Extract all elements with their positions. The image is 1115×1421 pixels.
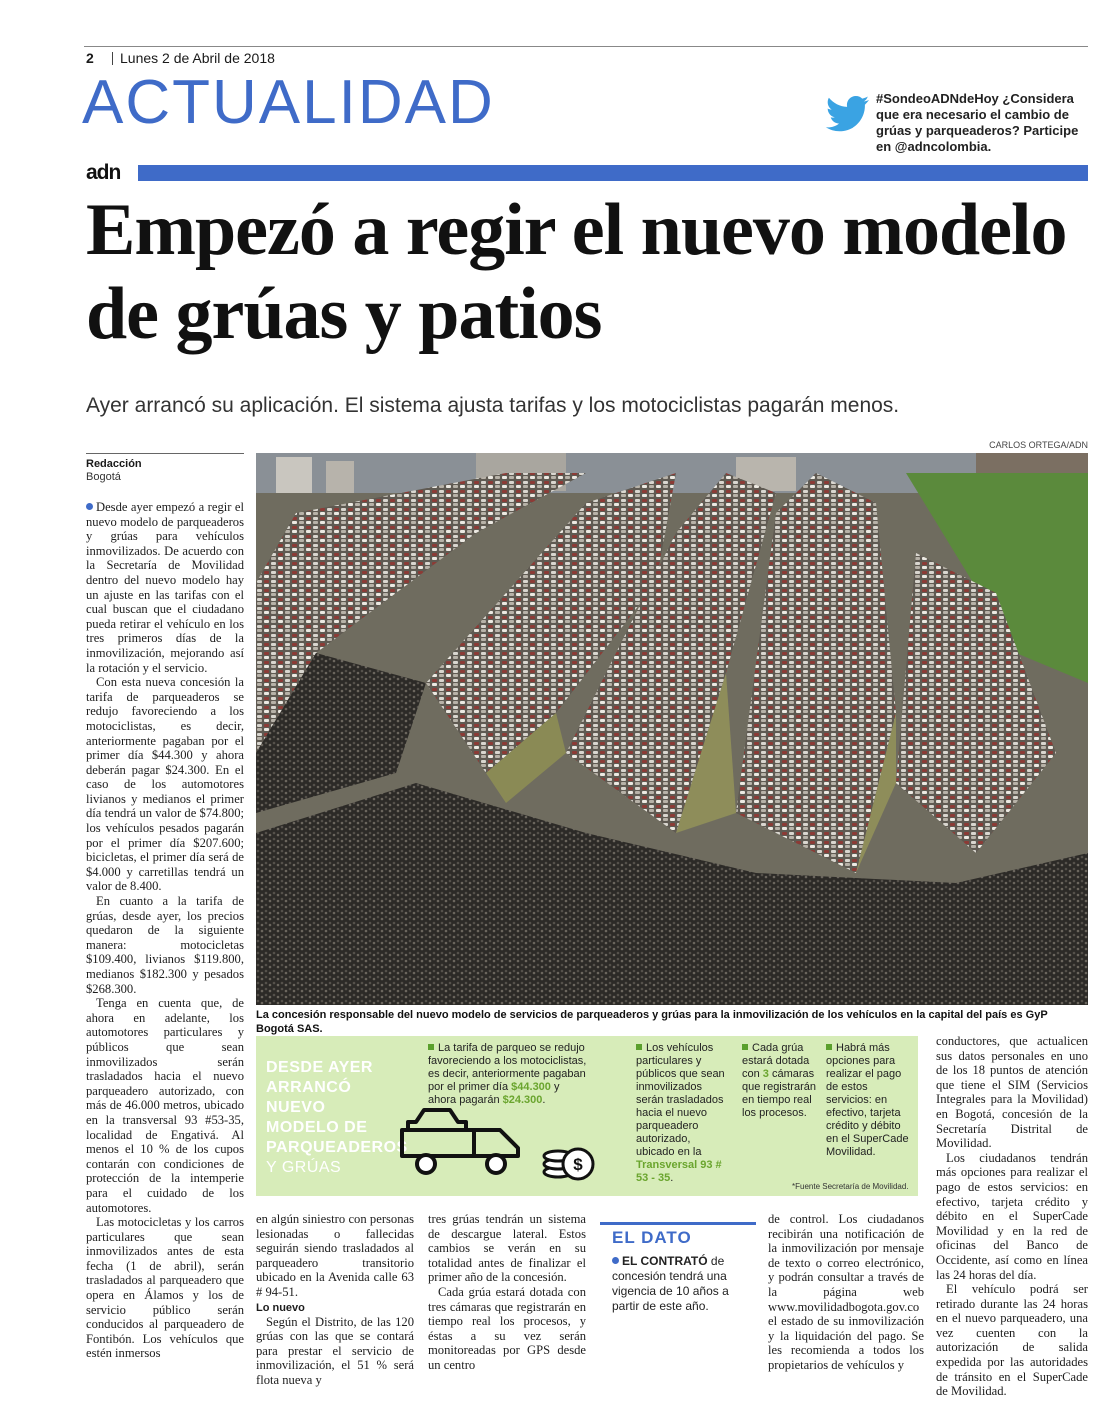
adn-logo: adn: [86, 161, 121, 184]
body-paragraph: Las motocicletas y los carros particulares que sean inmovilizados antes de esta fecha (1 de abril), serán trasladados al parqueadero que opera en Álamos y los de servicio público serán conducidos al parqueadero de Fontibón. Los vehículos que estén inmersos: [86, 1215, 244, 1361]
body-column-3: [428, 1212, 586, 1388]
infographic-title: DESDE AYER ARRANCÓ NUEVO MODELO DE PARQUEADEROS Y GRÚAS: [266, 1059, 408, 1176]
body-paragraph: tres grúas tendrán un sistema de descargue lateral. Estos cambios se verán en su totalidad antes de finalizar el primer año de la concesión.: [428, 1212, 586, 1285]
subhead: Lo nuevo: [256, 1301, 305, 1314]
infographic-fact-3: Cada grúa estará dotada con 3 cámaras que registrarán en tiempo real los procesos.: [742, 1042, 816, 1119]
byline-rule: [86, 453, 244, 454]
page-separator: [112, 52, 113, 65]
photo-credit: CARLOS ORTEGA/ADN: [989, 440, 1088, 450]
body-paragraph: Según el Distrito, de las 120 grúas con las que se contará para prestar el servicio de inmovilización, el 51 % será flota nueva y: [256, 1314, 414, 1387]
infographic-fact-1: La tarifa de parqueo se redujo favoreciendo a los motociclistas, es decir, anteriormente pagaban por el primer día $44.300 y ahora pagarán $24.300.: [428, 1042, 587, 1106]
body-paragraph: de control. Los ciudadanos recibirán una notificación de la inmovilización por mensaje de texto o correo electrónico, y podrán consultar a través de la página web www.movilidadbogota.gov.co el estado de su inmovilización y la liquidación del pago. Se les recomienda a todos los propietarios de vehículos y: [768, 1212, 924, 1372]
body-column-2: [256, 1212, 414, 1388]
infographic-fact-4: Habrá más opciones para realizar el pago de estos servicios: en efectivo, tarjeta crédito y débito en el SuperCade Movilidad.: [826, 1042, 909, 1158]
photo-caption: La concesión responsable del nuevo modelo de servicios de parqueaderos y grúas para la inmovilización de los vehículos en la capital del país es GyP Bogotá SAS.: [256, 1009, 1048, 1035]
dato-bullet-icon: [612, 1257, 619, 1264]
body-column-4: [768, 1212, 924, 1388]
author: Redacción: [86, 458, 142, 470]
body-column-1: [86, 500, 244, 1380]
svg-text:$: $: [573, 1155, 583, 1174]
subheadline: Ayer arrancó su aplicación. El sistema ajusta tarifas y los motociclistas pagarán menos.: [86, 394, 900, 417]
lead-bullet-icon: [86, 503, 93, 510]
body-paragraph: conductores, que actualicen sus datos personales en uno de los 18 puntos de atención que tiene el SIM (Servicios Integrales para la Movilidad) en Bogotá, concesión de la Secretaría Distrital de Movilidad.: [936, 1034, 1088, 1151]
page-number: 2: [86, 50, 94, 66]
tow-truck-icon: [398, 1100, 528, 1180]
coins-icon: [540, 1128, 596, 1184]
body-paragraph: Cada grúa estará dotada con tres cámaras que registrarán en tiempo real los procesos, y éstas a su vez serán monitoreadas por GPS desde un centro: [428, 1284, 586, 1372]
issue-date: Lunes 2 de Abril de 2018: [120, 50, 275, 66]
body-paragraph: En cuanto a la tarifa de grúas, desde ayer, los precios quedaron de la siguiente manera: motocicletas $109.400, livianos $119.800, medianos $182.300 y pesados $268.300.: [86, 894, 244, 996]
body-column-5: [936, 1034, 1088, 1399]
car-yard-photo: [256, 453, 1088, 1005]
top-rule: [84, 46, 1088, 47]
body-paragraph: Con esta nueva concesión la tarifa de parqueaderos se redujo favoreciendo a los motociclistas, es decir, anteriormente pagaban por el primer día $44.300 y ahora deberán pagar $24.300. En el caso de los automotores livianos y medianos el primer día tendrá un valor de $74.800; los vehículos pesados pagarán por el primer día $207.600; bicicletas, el primer día será de $4.000 y carretillas tendrá un valor de 8.400.: [86, 675, 244, 894]
twitter-poll-prompt: #SondeoADNdeHoy ¿Considera que era necesario el cambio de grúas y parqueaderos? Participe en @adncolombia.: [876, 91, 1079, 154]
infographic-fact-2: Los vehículos particulares y públicos que sean inmovilizados serán trasladados hacia el nuevo parqueadero autorizado, ubicado en la Transversal 93 # 53 - 35.: [636, 1042, 725, 1184]
body-paragraph: Los ciudadanos tendrán más opciones para realizar el pago de estos servicios: en efectivo, tarjeta crédito y débito en el SuperCade Movilidad y en la red de oficinas del Banco de Occidente, así como en línea las 24 horas del día.: [936, 1150, 1088, 1282]
dateline-city: Bogotá: [86, 471, 121, 483]
body-paragraph: Tenga en cuenta que, de ahora en adelante, los automotores particulares y públicos que sean inmovilizados serán trasladados hacia el nuevo parqueadero autorizado, con más de 46.000 metros, ubicado en la transversal 93 #53-35, localidad de Engativá. Al menos el 10 % de los cupos contarán con condiciones de protección de la intemperie para el cuidado de los automotores.: [86, 996, 244, 1215]
dato-rule: [600, 1222, 756, 1225]
dato-title: EL DATO: [612, 1228, 692, 1247]
body-paragraph: El vehículo podrá ser retirado durante las 24 horas en el nuevo parqueadero, una vez cuenten con la autorización de salida expedida por las autoridades de tránsito en el SuperCade de Movilidad.: [936, 1282, 1088, 1399]
body-paragraph: Desde ayer empezó a regir el nuevo modelo de parqueaderos y grúas para vehículos inmovilizados. De acuerdo con la Secretaría de Movilidad dentro del nuevo modelo hay un ajuste en las tarifas con el cual buscan que el ciudadano pueda retirar el vehículo en los tres primeros días de la inmovilización, mejorando así la rotación y el servicio.: [86, 500, 244, 675]
dato-text: EL CONTRATÓ de concesión tendrá una vigencia de 10 años a partir de este año.: [612, 1254, 729, 1313]
section-bar: [138, 165, 1088, 181]
infographic-source: *Fuente Secretaría de Movilidad.: [792, 1182, 909, 1191]
headline: Empezó a regir el nuevo modelo de grúas y patios: [86, 189, 1067, 355]
section-title: ACTUALIDAD: [82, 68, 495, 137]
twitter-bird-icon: [826, 96, 870, 132]
body-paragraph: en algún siniestro con personas lesionadas o fallecidas seguirán siendo trasladados al parqueadero transitorio ubicado en la Avenida calle 63 # 94-51.: [256, 1212, 414, 1299]
